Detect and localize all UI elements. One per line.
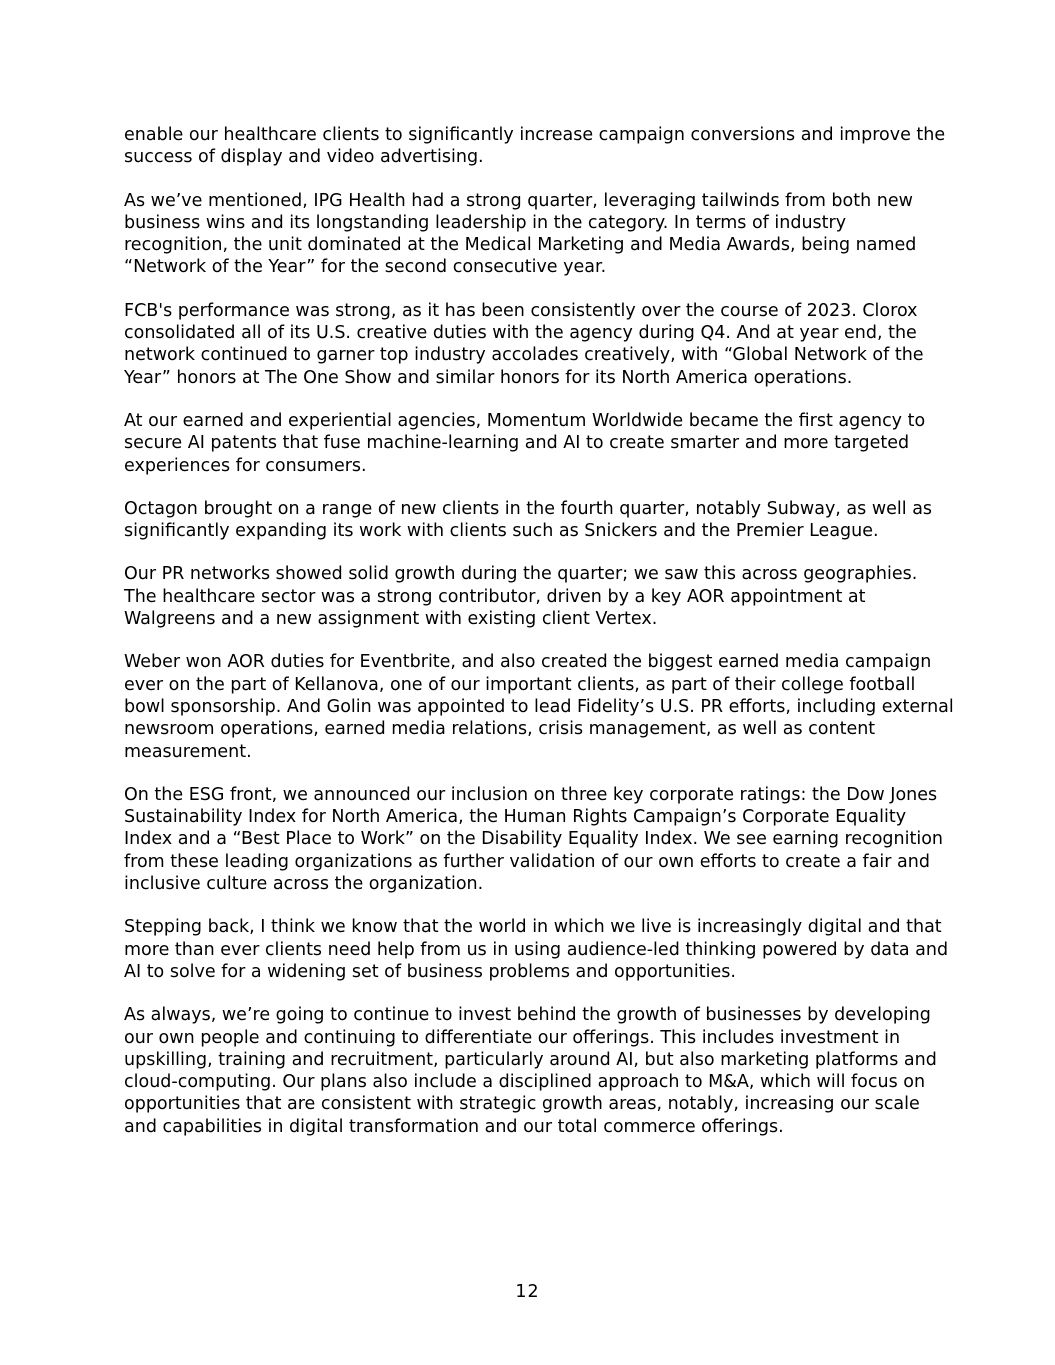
paragraph-pr-networks: Our PR networks showed solid growth during the quarter; we saw this across geographies. The healthcare sector was a strong contributor, driven by a key AOR appointment at Walgreens and a new assignment with existing client Vertex. [124,564,918,630]
page-body [124,124,954,1159]
paragraph-momentum-worldwide: At our earned and experiential agencies, Momentum Worldwide became the first agency to secure AI patents that fuse machine-learning and AI to create smarter and more targeted experiences for consumers. [124,410,926,476]
page-number: 12 [515,1282,540,1302]
paragraph-octagon: Octagon brought on a range of new clients in the fourth quarter, notably Subway, as well as significantly expanding its work with clients such as Snickers and the Premier League. [124,498,933,542]
paragraph-healthcare-conversions: enable our healthcare clients to significantly increase campaign conversions and improve the success of display and video advertising. [124,125,946,168]
paragraph-stepping-back: Stepping back, I think we know that the world in which we live is increasingly digital and that more than ever clients need help from us in using audience-led thinking powered by data and AI to solve for a widening set of business problems and opportunities. [124,917,949,982]
paragraph-investment: As always, we’re going to continue to invest behind the growth of businesses by developing our own people and continuing to differentiate our offerings. This includes investment in upskilling, training and recruitment, particularly around AI, but also marketing platforms and cloud-computing. Our plans also include a disciplined approach to M&A, which will focus on opportunities that are consistent with strategic growth areas, notably, increasing our scale and capabilities in digital transformation and our total commerce offerings. [124,1005,937,1137]
paragraph-ipg-health: As we’ve mentioned, IPG Health had a strong quarter, leveraging tailwinds from both new business wins and its longstanding leadership in the category. In terms of industry recognition, the unit dominated at the Medical Marketing and Media Awards, being named “Network of the Year” for the second consecutive year. [124,190,917,278]
paragraph-esg: On the ESG front, we announced our inclusion on three key corporate ratings: the Dow Jones Sustainability Index for North America, the Human Rights Campaign’s Corporate Equality Index and a “Best Place to Work” on the Disability Equality Index. We see earning recognition from these leading organizations as further validation of our own efforts to create a fair and inclusive culture across the organization. [124,784,944,895]
paragraph-fcb-performance: FCB's performance was strong, as it has been consistently over the course of 2023. Clorox consolidated all of its U.S. creative duties with the agency during Q4. And at year end, the network continued to garner top industry accolades creatively, with “Global Network of the Year” honors at The One Show and similar honors for its North America operations. [124,300,924,388]
paragraph-weber-golin: Weber won AOR duties for Eventbrite, and also created the biggest earned media campaign ever on the part of Kellanova, one of our important clients, as part of their college football bowl sponsorship. And Golin was appointed to lead Fidelity’s U.S. PR efforts, including external newsroom operations, earned media relations, crisis management, as well as content measurement. [124,652,954,762]
